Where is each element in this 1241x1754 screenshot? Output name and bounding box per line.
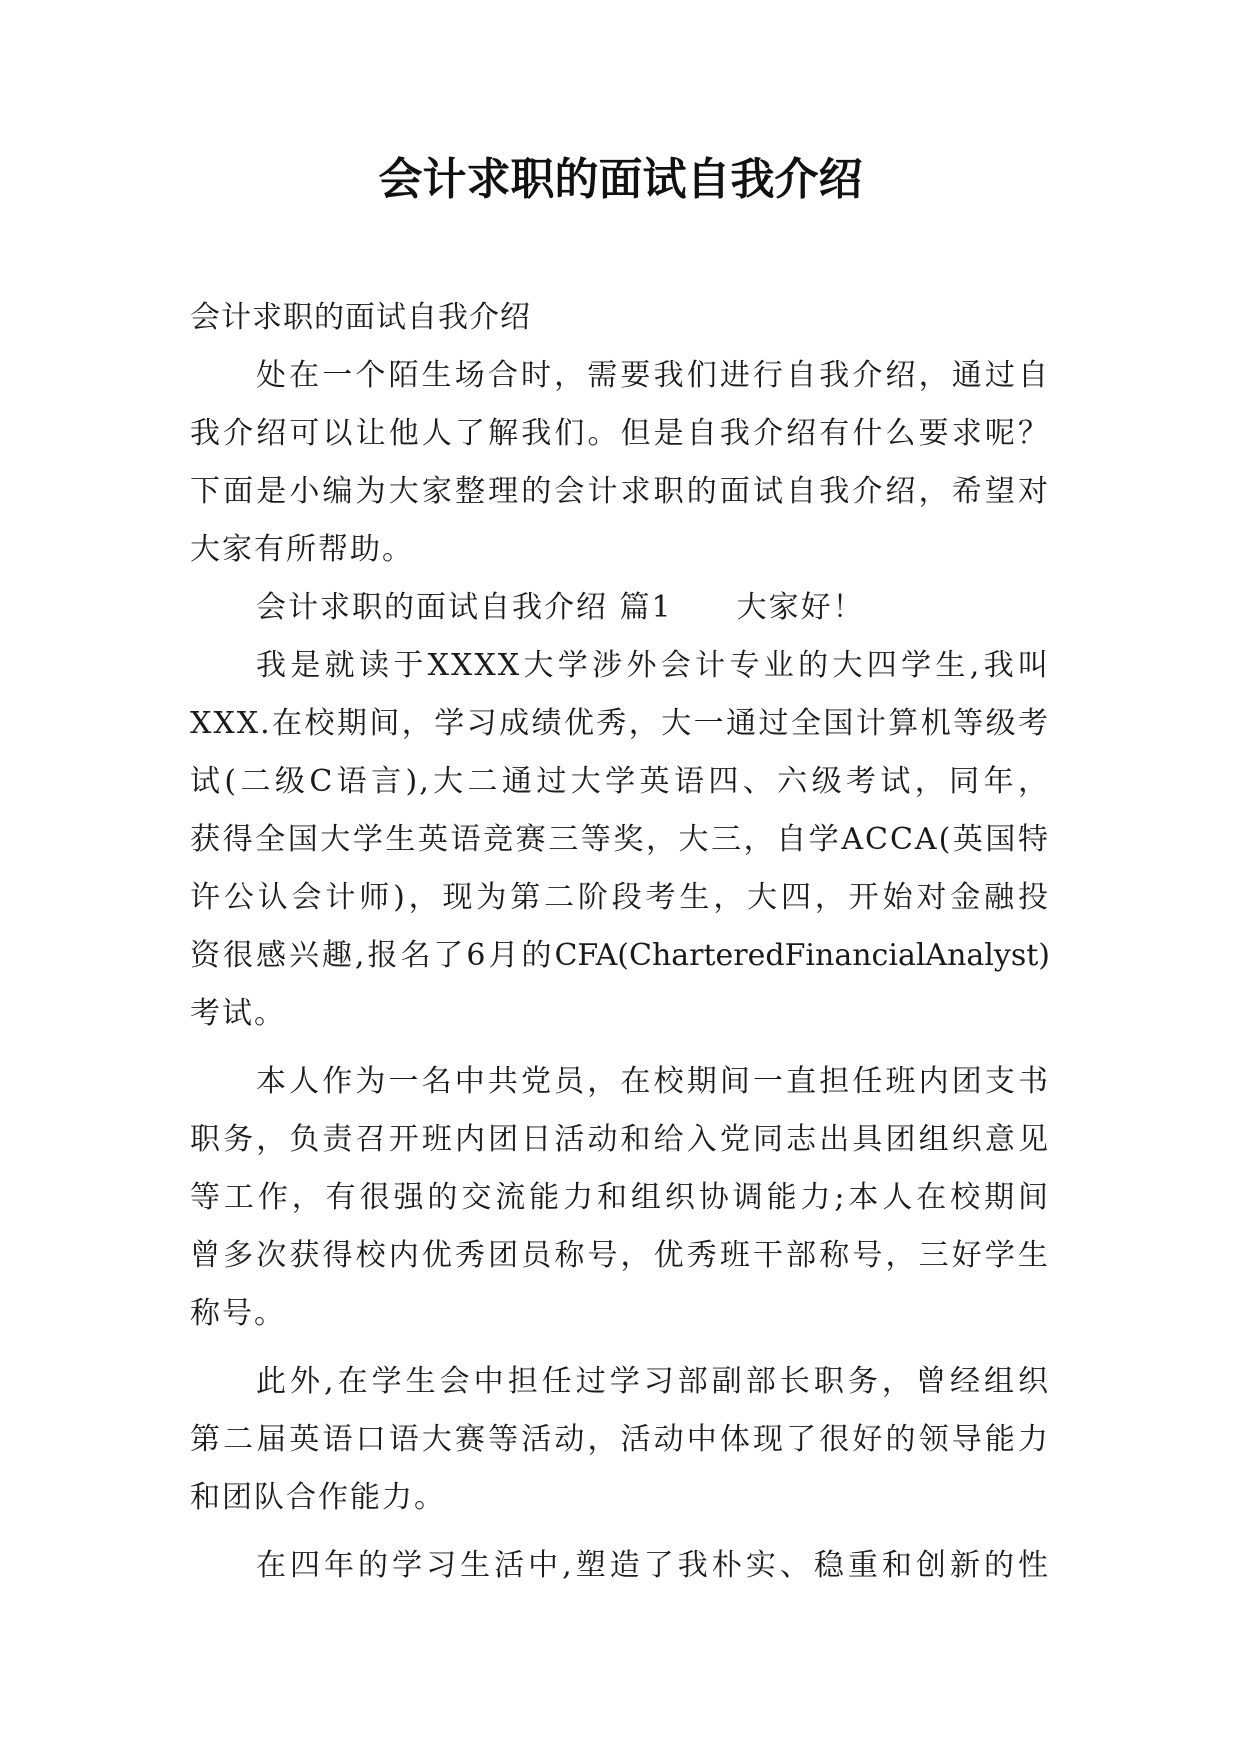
paragraph-line: 试(二级C语言),大二通过大学英语四、六级考试，同年， <box>190 764 1050 799</box>
paragraph-spacer <box>190 1343 1050 1353</box>
paragraph-line: 此外,在学生会中担任过学习部副部长职务，曾经组织 <box>256 1364 1050 1399</box>
paragraph-line: 称号。 <box>190 1296 286 1331</box>
paragraph-section-heading <box>190 579 1050 637</box>
paragraph-line: XXX.在校期间，学习成绩优秀，大一通过全国计算机等级考 <box>190 706 1050 741</box>
paragraph-line: 处在一个陌生场合时，需要我们进行自我介绍，通过自 <box>256 358 1050 393</box>
paragraph-line: 本人作为一名中共党员，在校期间一直担任班内团支书 <box>256 1064 1050 1099</box>
paragraph-line: 我介绍可以让他人了解我们。但是自我介绍有什么要求呢？ <box>190 416 1050 451</box>
paragraph-line: 曾多次获得校内优秀团员称号，优秀班干部称号，三好学生 <box>190 1238 1050 1273</box>
paragraph-intro <box>190 347 1050 579</box>
paragraph-line: 下面是小编为大家整理的会计求职的面试自我介绍，希望对 <box>190 474 1050 509</box>
paragraph-line: 职务，负责召开班内团日活动和给入党同志出具团组织意见 <box>190 1122 1050 1157</box>
paragraph-party-member <box>190 1053 1050 1343</box>
paragraph-line: 等工作，有很强的交流能力和组织协调能力;本人在校期间 <box>190 1180 1050 1215</box>
paragraph-line: 我是就读于XXXX大学涉外会计专业的大四学生,我叫 <box>256 648 1050 683</box>
document-title: 会计求职的面试自我介绍 <box>378 154 863 205</box>
section-heading-line: 会计求职的面试自我介绍 篇1 大家好！ <box>256 590 865 625</box>
paragraph-education <box>190 637 1050 1043</box>
paragraph-line: 获得全国大学生英语竞赛三等奖，大三，自学ACCA(英国特 <box>190 822 1050 857</box>
paragraph-spacer <box>190 1043 1050 1053</box>
paragraph-line: 资很感兴趣,报名了6月的CFA(CharteredFinancialAnalyst) <box>190 938 1050 973</box>
paragraph-line: 在四年的学习生活中,塑造了我朴实、稳重和创新的性 <box>256 1548 1050 1583</box>
paragraph-line: 和团队合作能力。 <box>190 1480 446 1515</box>
document-subtitle: 会计求职的面试自我介绍 <box>190 300 531 335</box>
paragraph-line: 考试。 <box>190 996 286 1031</box>
paragraph-four-years <box>190 1537 1050 1595</box>
paragraph-line: 许公认会计师)，现为第二阶段考生，大四，开始对金融投 <box>190 880 1050 915</box>
document-body <box>190 289 1050 1595</box>
paragraph-line: 大家有所帮助。 <box>190 532 414 567</box>
paragraph-spacer <box>190 1527 1050 1537</box>
paragraph-student-union <box>190 1353 1050 1527</box>
paragraph-line: 第二届英语口语大赛等活动，活动中体现了很好的领导能力 <box>190 1422 1050 1457</box>
